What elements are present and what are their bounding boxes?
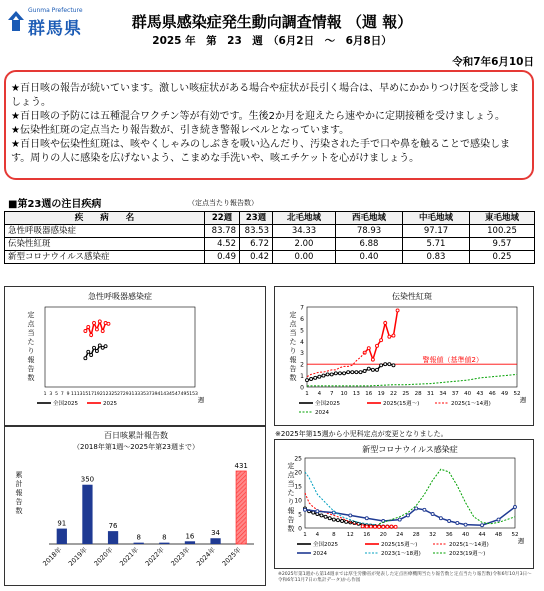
legend-label: 2025(15週～) [381, 542, 418, 548]
covid-note: ※2025年第15週から小児科定点が変更となりました。 [275, 430, 448, 438]
x-tick-label: 2021年 [118, 545, 141, 568]
data-point [87, 350, 90, 353]
data-point [448, 520, 451, 523]
legend-label: 全国2025 [53, 401, 78, 407]
x-tick-label: 40 [462, 532, 470, 538]
x-tick-label: 29 [122, 392, 129, 397]
y-axis-label: 告 [289, 365, 297, 373]
data-point [95, 328, 98, 331]
y-axis-label: り [287, 498, 295, 506]
x-tick-label: 17 [88, 392, 95, 397]
data-point [369, 525, 372, 528]
legend-label: 2024 [313, 551, 327, 557]
y-axis-label: 報 [287, 507, 295, 515]
data-point [349, 514, 352, 517]
plot-area [45, 307, 195, 387]
x-tick-label: 22 [389, 391, 397, 397]
table-row [5, 225, 535, 238]
chart-title: 新型コロナウイルス感染症 [362, 445, 458, 454]
data-point [371, 358, 374, 361]
x-tick-label: 45 [169, 392, 175, 397]
y-tick-label: 25 [294, 455, 302, 463]
x-tick-label: 19 [377, 391, 385, 397]
disease-table [4, 211, 535, 264]
data-point [330, 373, 333, 376]
chart-pertussis-panel [4, 426, 266, 586]
data-point [371, 368, 374, 371]
bar-value-label: 350 [80, 475, 95, 484]
data-point [388, 363, 391, 366]
x-tick-label: 13 [352, 391, 360, 397]
x-tick-label: 13 [76, 392, 83, 397]
notice-1: ★百日咳の報告が続いています。激しい咳症状がある場合や症状が長引く場合は、早めにかかりつけ医を受診しましょう。 [11, 83, 520, 108]
y-tick-label: 15 [294, 483, 302, 491]
table-header: 疾 病 名 [5, 212, 205, 225]
y-tick-label: 20 [294, 469, 302, 477]
x-tick-label: 44 [478, 532, 486, 538]
y-axis-label: り [27, 347, 35, 355]
x-tick-label: 16 [363, 532, 371, 538]
data-point [374, 525, 377, 528]
x-tick-label: 40 [464, 391, 472, 397]
x-tick-label: 8 [332, 532, 336, 538]
data-point [343, 372, 346, 375]
x-tick-label: 3 [49, 392, 53, 397]
plot-area [305, 458, 515, 528]
x-tick-label: 49 [180, 392, 187, 397]
bar [236, 471, 246, 544]
data-point [107, 322, 110, 325]
issue-date: 令和7年6月10日 [452, 56, 534, 68]
data-point [322, 374, 325, 377]
chart-covid-panel [274, 439, 534, 569]
data-point [318, 375, 321, 378]
x-tick-label: 39 [151, 392, 158, 397]
bar-value-label: 8 [136, 533, 141, 542]
x-tick-label: 2025年 [220, 545, 243, 568]
data-point [423, 508, 426, 511]
bar-value-label: 431 [234, 462, 248, 470]
x-tick-label: 33 [134, 392, 141, 397]
chart-title: 伝染性紅斑 [392, 292, 432, 301]
table-header: 東毛地域 [470, 212, 535, 225]
data-point [84, 357, 87, 360]
legend-label: 2025(1～14週) [451, 401, 491, 407]
y-axis-label: 定 [289, 311, 297, 319]
data-point [361, 525, 364, 528]
bar-value-label: 91 [57, 519, 67, 528]
section-title: ■第23週の注目疾病 [8, 199, 102, 210]
table-cell: 0.25 [470, 251, 535, 264]
x-tick-label: 23 [105, 392, 112, 397]
y-axis-label: 告 [287, 516, 295, 524]
table-header-row [5, 212, 535, 225]
week-line: 2025 年 第 23 週 （6月2日 ～ 6月8日） [152, 35, 392, 47]
alarm-label: 警報値（基準値2） [422, 356, 483, 365]
data-point [514, 506, 517, 509]
section-subtitle: （定点当たり報告数） [188, 199, 258, 207]
data-point [384, 322, 387, 325]
x-tick-label: 25 [402, 391, 410, 397]
table-cell: 0.49 [205, 251, 240, 264]
y-axis-label: 点 [287, 471, 295, 479]
notice-4: ★百日咳や伝染性紅斑は、咳やくしゃみのしぶきを吸い込んだり、汚染された手で口や鼻を触ることで感染します。周りの人に感染を広げないよう、こまめな手洗いや、咳エチケットを心がけましょう。 [11, 139, 510, 164]
data-point [365, 517, 368, 520]
x-axis-label: 週 [517, 537, 525, 545]
y-tick-label: 2 [300, 361, 304, 369]
table-cell: 78.93 [336, 225, 403, 238]
series-line [307, 374, 517, 386]
data-point [380, 364, 383, 367]
data-point [93, 322, 96, 325]
y-axis-label: 告 [15, 498, 23, 506]
series-line [305, 472, 375, 525]
y-axis-label: 点 [289, 320, 297, 328]
y-axis-label: 報 [15, 489, 23, 497]
y-tick-label: 6 [300, 315, 304, 323]
table-row [5, 238, 535, 251]
table-header: 22週 [205, 212, 240, 225]
bar-value-label: 34 [211, 529, 221, 538]
data-point [394, 525, 397, 528]
data-point [398, 518, 401, 521]
x-tick-label: 2024年 [195, 545, 217, 568]
data-point [380, 339, 383, 342]
legend-label: 2025(15週～) [383, 401, 420, 407]
y-tick-label: 10 [294, 497, 302, 505]
x-tick-label: 47 [174, 392, 181, 397]
data-point [314, 376, 317, 379]
data-point [497, 518, 500, 521]
y-axis-label: 計 [15, 480, 23, 488]
chart-title: 急性呼吸器感染症 [88, 292, 152, 301]
legend-label: 2025(1～14週) [449, 542, 489, 548]
x-tick-label: 35 [140, 392, 146, 397]
series-line [379, 469, 515, 524]
series-line [305, 507, 515, 525]
data-point [355, 371, 358, 374]
y-axis-label: た [289, 338, 297, 346]
x-tick-label: 2019年 [66, 545, 89, 568]
chart-footnote: ※2025年第1週から第14週までは厚生労働省が発表した定点医療機関当たり報告数と定点当たり報告数(令和6年10月3日～令和6年11月7日の集計データ)から作図 [278, 572, 532, 583]
y-axis-label: 告 [27, 365, 35, 373]
chart-pertussis [5, 427, 267, 587]
data-point [431, 513, 434, 516]
data-point [347, 371, 350, 374]
chart-title: 百日咳累計報告数 [104, 431, 168, 440]
data-point [367, 347, 370, 350]
x-tick-label: 2022年 [143, 545, 166, 568]
x-tick-label: 43 [163, 392, 170, 397]
data-point [101, 330, 104, 333]
bar [57, 529, 67, 544]
x-tick-label: 53 [192, 392, 198, 397]
data-point [87, 326, 90, 329]
table-row [5, 251, 535, 264]
table-cell: 97.17 [403, 225, 470, 238]
data-point [365, 525, 368, 528]
y-axis-label: り [289, 347, 297, 355]
x-tick-label: 19 [94, 392, 100, 397]
notice-3: ★伝染性紅斑の定点当たり報告数が、引き続き警報レベルとなっています。 [11, 125, 350, 136]
data-point [324, 515, 327, 518]
x-tick-label: 16 [365, 391, 373, 397]
data-point [98, 320, 101, 323]
x-axis-label: 週 [197, 396, 205, 404]
data-point [306, 379, 309, 382]
data-point [415, 507, 418, 510]
data-point [310, 378, 313, 381]
x-tick-label: 4 [315, 532, 320, 538]
x-tick-label: 5 [55, 392, 58, 397]
data-point [316, 510, 319, 513]
x-tick-label: 52 [513, 391, 521, 397]
data-point [376, 344, 379, 347]
data-point [351, 371, 354, 374]
notice-2: ★百日咳の予防には五種混合ワクチン等が有効です。生後2か月を迎えたら速やかに定期接種を受けましょう。 [11, 111, 506, 122]
x-tick-label: 15 [82, 392, 89, 397]
x-tick-label: 7 [60, 392, 64, 397]
legend-label: 2023(1～18週) [381, 551, 421, 557]
logo-text: 群馬県 [28, 19, 82, 39]
data-point [406, 514, 409, 517]
bar [210, 538, 220, 544]
data-point [104, 345, 107, 348]
x-tick-label: 31 [427, 391, 435, 397]
y-axis-label: 当 [287, 480, 295, 488]
y-axis-label: 数 [287, 525, 295, 533]
table-cell: 83.53 [240, 225, 273, 238]
table-cell: 0.00 [273, 251, 336, 264]
x-tick-label: 28 [412, 532, 420, 538]
legend-label: 全国2025 [315, 401, 340, 407]
data-point [90, 334, 93, 337]
chart-ari [5, 287, 267, 427]
x-tick-label: 1 [303, 532, 307, 538]
x-tick-label: 10 [340, 391, 348, 397]
data-point [388, 335, 391, 338]
bar [159, 543, 169, 544]
y-tick-label: 5 [298, 511, 302, 519]
x-tick-label: 49 [501, 391, 509, 397]
x-tick-label: 4 [317, 391, 322, 397]
y-axis-label: 累 [15, 471, 23, 479]
data-point [396, 309, 399, 312]
data-point [363, 370, 366, 373]
x-tick-label: 24 [396, 532, 404, 538]
data-point [332, 518, 335, 521]
legend-label: 2025 [103, 401, 117, 407]
data-point [90, 354, 93, 357]
x-tick-label: 51 [186, 392, 193, 397]
logo-subtitle: Gunma Prefecture [28, 7, 83, 14]
data-point [392, 364, 395, 367]
x-tick-label: 25 [111, 392, 118, 397]
y-axis-label: 数 [27, 374, 35, 382]
legend-label: 2023(19週～) [449, 551, 486, 557]
table-cell: 0.40 [336, 251, 403, 264]
table-cell: 34.33 [273, 225, 336, 238]
y-axis-label: 数 [289, 374, 297, 382]
y-axis-label: 定 [287, 462, 295, 470]
data-point [382, 525, 385, 528]
table-header: 23週 [240, 212, 273, 225]
x-tick-label: 36 [445, 532, 453, 538]
table-header: 中毛地域 [403, 212, 470, 225]
table-cell: 2.00 [273, 238, 336, 251]
x-tick-label: 2018年 [41, 545, 64, 568]
data-point [341, 520, 344, 523]
data-point [95, 350, 98, 353]
table-cell: 0.83 [403, 251, 470, 264]
data-point [336, 519, 339, 522]
data-point [367, 367, 370, 370]
page-title: 群馬県感染症発生動向調査情報 （週 報） [131, 13, 413, 31]
x-tick-label: 37 [145, 392, 152, 397]
table-cell: 4.52 [205, 238, 240, 251]
chart-erythema-panel [274, 286, 534, 426]
y-axis-label: 当 [27, 329, 35, 337]
table-cell: 6.88 [336, 238, 403, 251]
x-tick-label: 1 [43, 392, 47, 397]
table-cell: 伝染性紅斑 [5, 238, 205, 251]
chart-ari-panel [4, 286, 266, 426]
data-point [326, 373, 329, 376]
y-tick-label: 7 [300, 304, 304, 312]
bar-value-label: 76 [108, 522, 118, 531]
table-cell: 100.25 [470, 225, 535, 238]
x-tick-label: 46 [488, 391, 496, 397]
data-point [334, 372, 337, 375]
y-axis-label: 定 [27, 311, 35, 319]
y-axis-label: 報 [289, 356, 297, 364]
data-point [378, 525, 381, 528]
data-point [376, 368, 379, 371]
y-axis-label: 当 [289, 329, 297, 337]
chart-subtitle: （2018年第1週～2025年第23週まで） [73, 443, 199, 451]
x-tick-label: 2023年 [169, 545, 192, 568]
data-point [481, 524, 484, 527]
y-axis-label: た [27, 338, 35, 346]
data-point [93, 346, 96, 349]
table-cell: 5.71 [403, 238, 470, 251]
data-point [464, 523, 467, 526]
y-axis-label: た [287, 489, 295, 497]
y-axis-label: 数 [15, 507, 23, 515]
bar [82, 485, 92, 544]
x-tick-label: 43 [476, 391, 484, 397]
y-axis-label: 点 [27, 320, 35, 328]
y-tick-label: 1 [300, 373, 304, 381]
table-header: 北毛地域 [273, 212, 336, 225]
data-point [304, 508, 307, 511]
data-point [359, 371, 362, 374]
y-tick-label: 0 [300, 384, 304, 392]
y-tick-label: 0 [298, 525, 302, 533]
table-cell: 9.57 [470, 238, 535, 251]
x-tick-label: 21 [99, 392, 106, 397]
table-cell: 新型コロナウイルス感染症 [5, 251, 205, 264]
data-point [320, 514, 323, 517]
x-tick-label: 48 [495, 532, 503, 538]
data-point [392, 334, 395, 337]
x-tick-label: 31 [128, 392, 135, 397]
data-point [386, 525, 389, 528]
bar [108, 531, 118, 544]
bar-value-label: 16 [185, 532, 195, 541]
bar-value-label: 8 [162, 533, 167, 542]
x-tick-label: 20 [379, 532, 387, 538]
table-cell: 急性呼吸器感染症 [5, 225, 205, 238]
x-tick-label: 34 [439, 391, 447, 397]
x-axis-label: 週 [519, 396, 527, 404]
notice-box [4, 70, 534, 180]
x-tick-label: 27 [117, 392, 123, 397]
table-cell: 83.78 [205, 225, 240, 238]
data-point [338, 372, 341, 375]
x-tick-label: 28 [414, 391, 422, 397]
x-tick-label: 52 [511, 532, 519, 538]
data-point [390, 525, 393, 528]
table-header: 西毛地域 [336, 212, 403, 225]
y-tick-label: 3 [300, 350, 304, 358]
plot-area [307, 307, 517, 387]
y-axis-label: 報 [27, 356, 35, 364]
bar [134, 543, 144, 544]
data-point [439, 517, 442, 520]
data-point [384, 363, 387, 366]
data-point [328, 517, 331, 520]
chart-erythema [275, 287, 535, 427]
data-point [98, 344, 101, 347]
data-point [456, 521, 459, 524]
x-tick-label: 9 [66, 392, 70, 397]
x-tick-label: 11 [70, 392, 77, 397]
y-tick-label: 5 [300, 327, 304, 335]
x-tick-label: 12 [346, 532, 354, 538]
x-tick-label: 37 [451, 391, 459, 397]
x-tick-label: 41 [157, 392, 164, 397]
x-tick-label: 32 [429, 532, 437, 538]
x-tick-label: 7 [329, 391, 334, 397]
y-tick-label: 4 [300, 338, 304, 346]
data-point [84, 330, 87, 333]
legend-label: 2024 [315, 410, 329, 416]
x-tick-label: 1 [305, 391, 309, 397]
bar [185, 541, 195, 544]
table-cell: 0.42 [240, 251, 273, 264]
table-cell: 6.72 [240, 238, 273, 251]
chart-covid [275, 440, 535, 570]
x-tick-label: 2020年 [92, 545, 115, 568]
legend-label: 全国2025 [313, 542, 338, 548]
